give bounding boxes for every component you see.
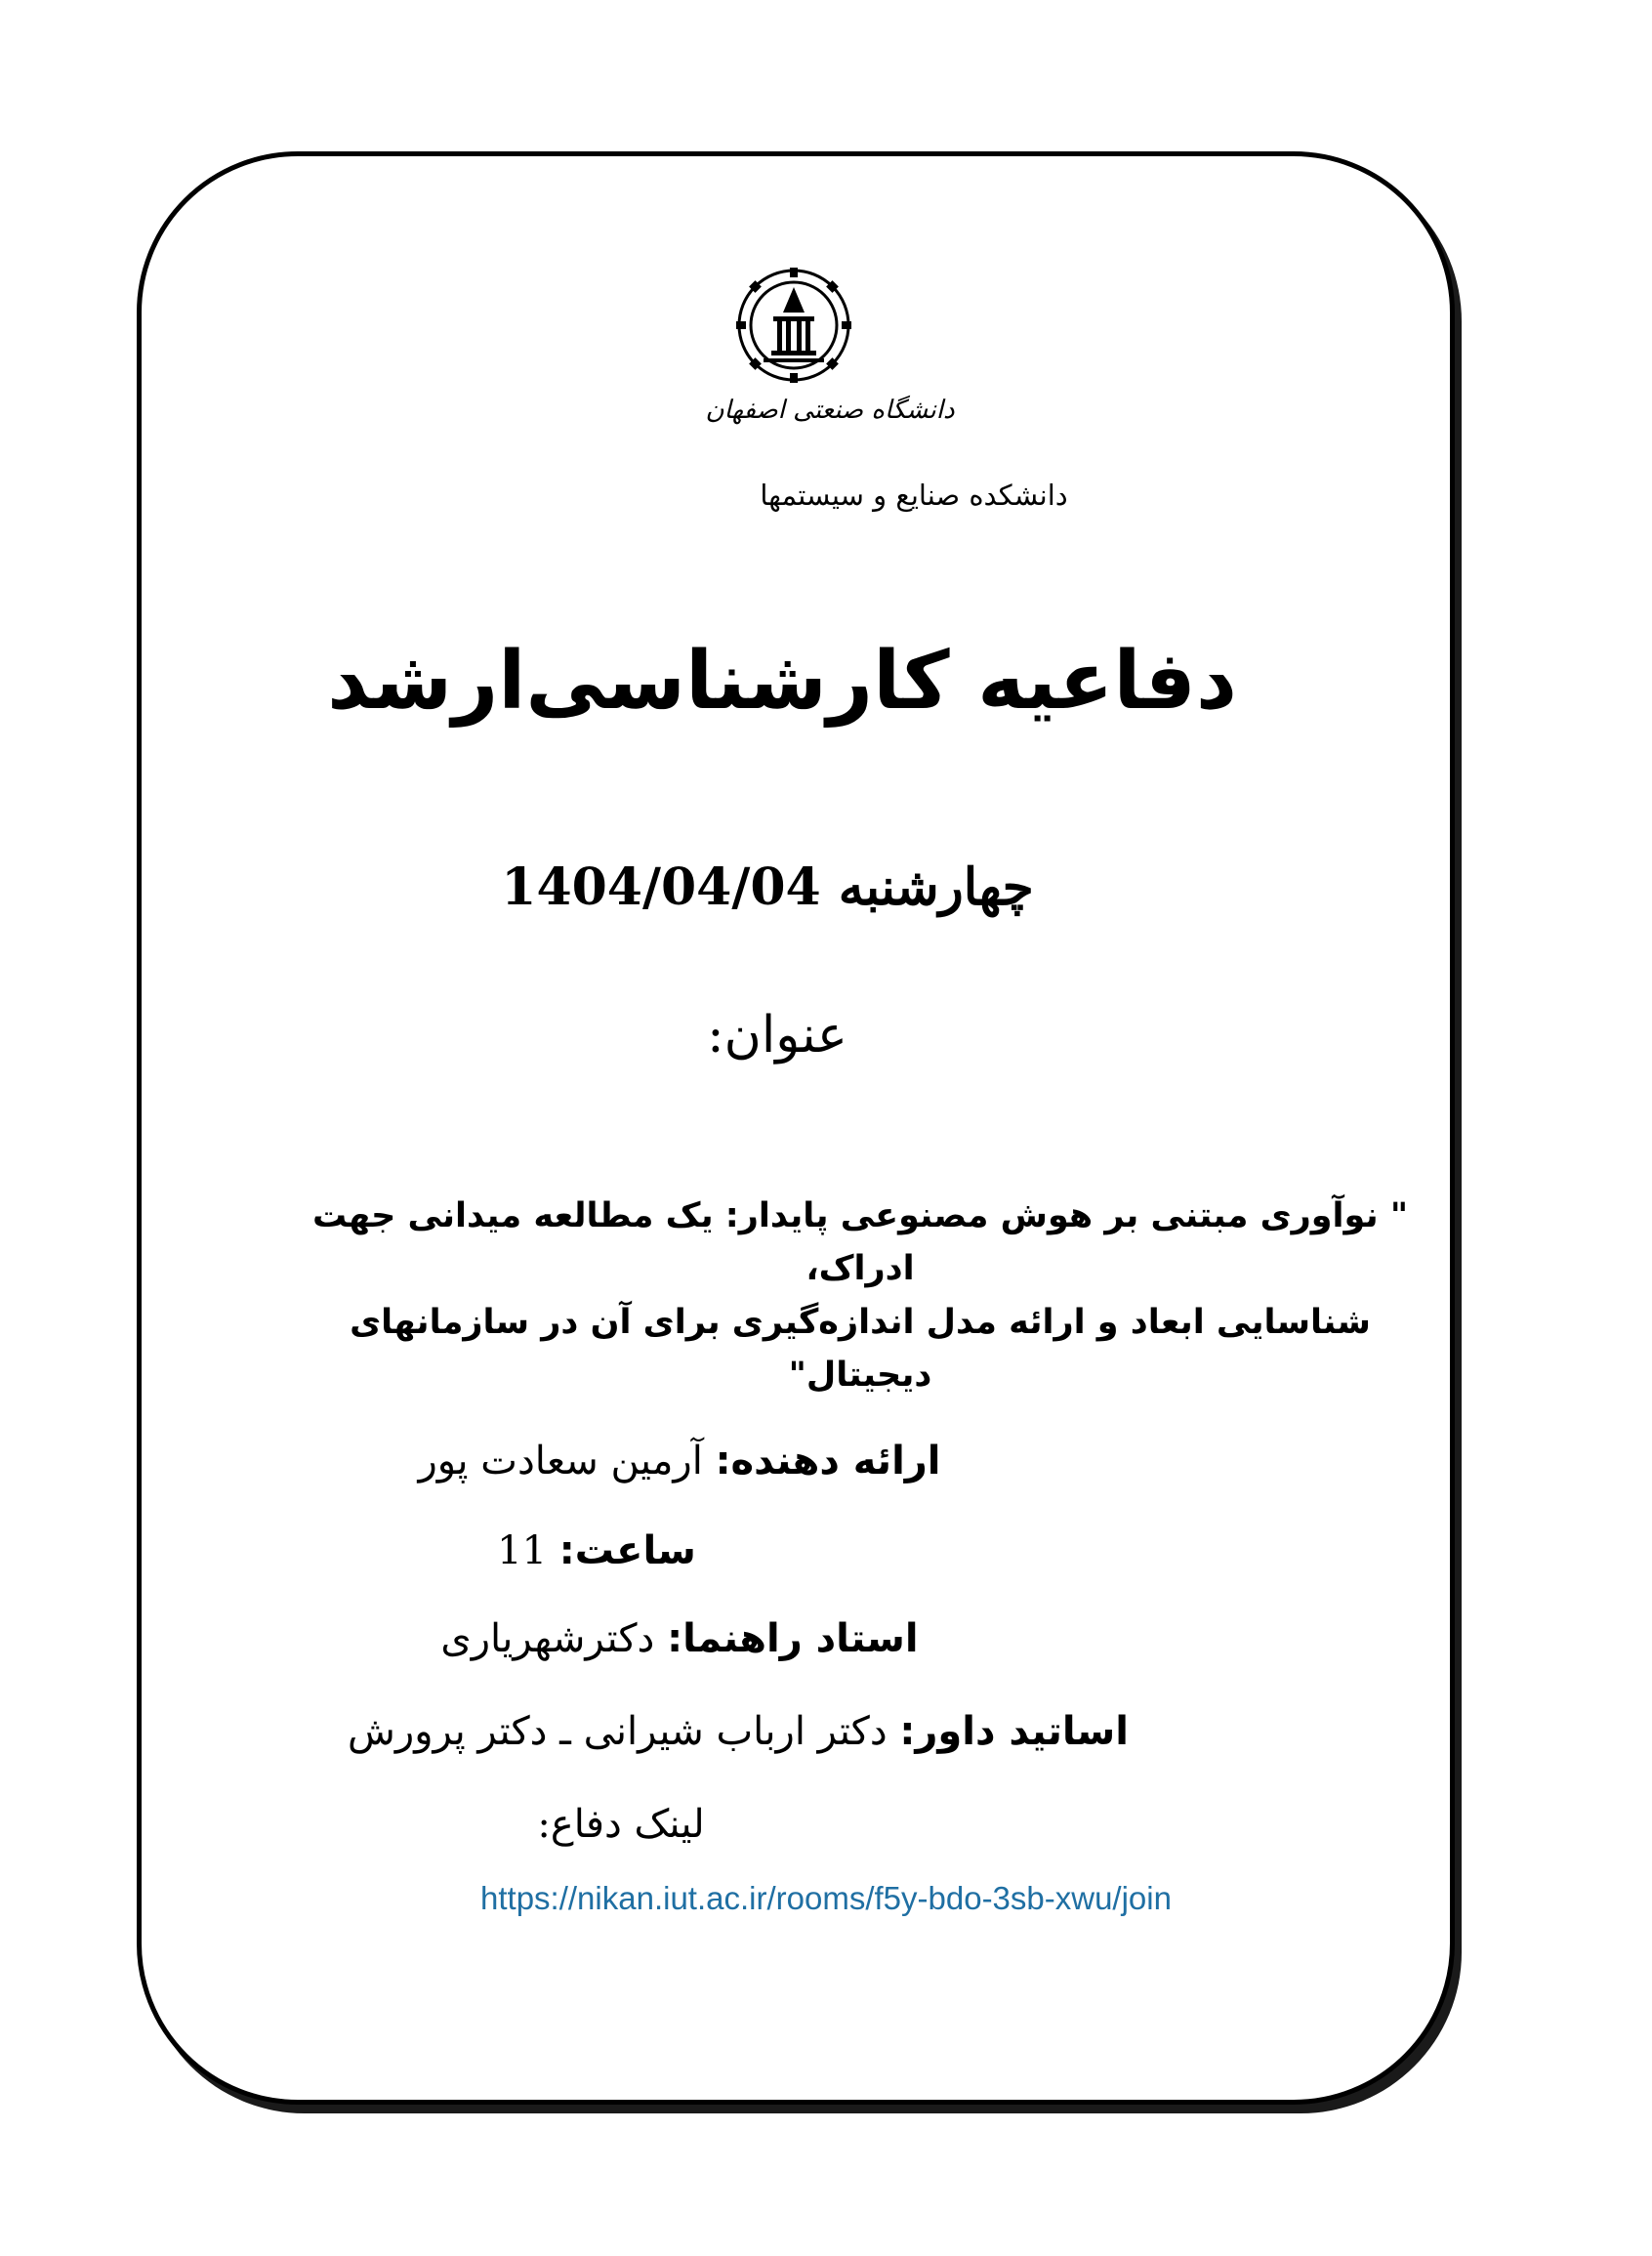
thesis-title-line-1: " نوآوری مبتنی بر هوش مصنوعی پایدار: یک مطالعه میدانی جهت ادراک، <box>311 1196 1409 1289</box>
university-name: دانشگاه صنعتی اصفهان <box>705 396 955 425</box>
defense-date: چهارشنبه 1404/04/04 <box>501 857 1034 917</box>
referees-row <box>293 1709 1183 1754</box>
time-row <box>293 1528 900 1573</box>
defense-link[interactable]: https://nikan.iut.ac.ir/rooms/f5y-bdo-3sb-xwu/join <box>480 1880 1172 1916</box>
university-logo-icon <box>734 266 853 385</box>
thesis-title <box>293 1190 1427 1401</box>
referees-value: دکتر ارباب شیرانی ـ دکتر پرورش <box>348 1709 900 1754</box>
presenter-value: آرمین سعادت پور <box>418 1439 716 1483</box>
defense-link-label: لینک دفاع: <box>537 1802 705 1847</box>
page-title: دفاعیه کارشناسی‌ارشد <box>327 635 1237 728</box>
thesis-title-line-2: شناسایی ابعاد و ارائه مدل اندازه‌گیری برای آن در سازمانهای دیجیتال" <box>350 1302 1371 1395</box>
advisor-value: دکترشهریاری <box>440 1616 668 1661</box>
advisor-label: استاد راهنما: <box>667 1616 919 1661</box>
faculty-name: دانشکده صنایع و سیستمها <box>760 479 1068 512</box>
time-label: ساعت: <box>558 1528 696 1573</box>
presenter-row <box>293 1439 1066 1483</box>
subject-label: عنوان: <box>707 1006 847 1065</box>
time-value: 11 <box>497 1528 559 1573</box>
referees-label: اساتید داور: <box>899 1709 1129 1754</box>
presenter-label: ارائه دهنده: <box>715 1439 941 1483</box>
advisor-row <box>293 1616 1066 1661</box>
